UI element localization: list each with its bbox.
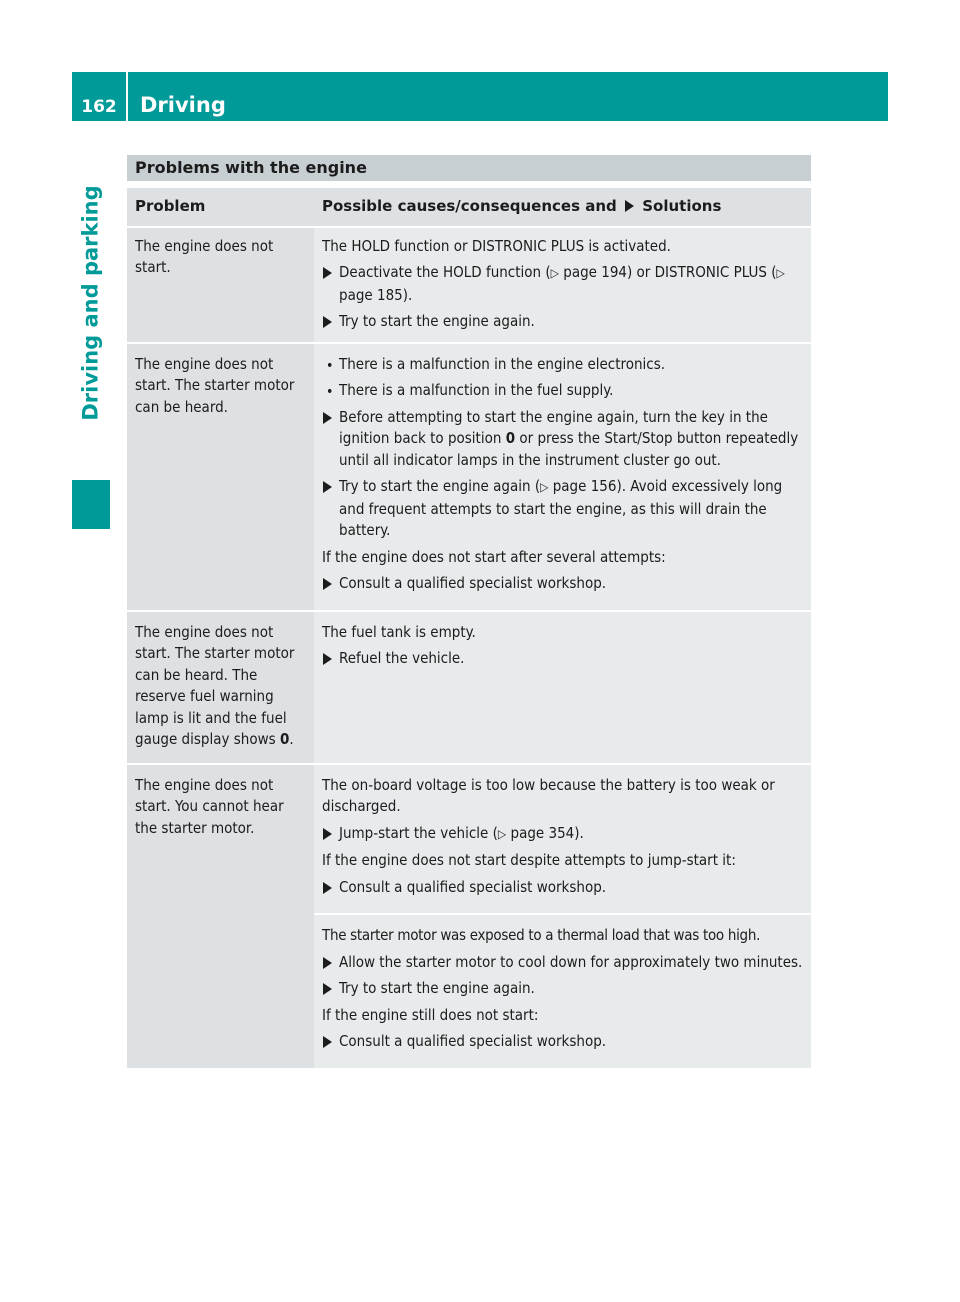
table-header-row <box>127 188 811 227</box>
side-tab-label: Driving and parking <box>79 185 103 421</box>
table-row <box>127 764 811 915</box>
action-step: Before attempting to start the engine again, turn the key in the ignition back to position 0 or press the Start/Stop button repeatedly until all indicator lamps in the instrument cluster go out. <box>322 407 803 472</box>
cause-text: The fuel tank is empty. <box>322 622 476 641</box>
chapter-title: Driving <box>140 93 226 117</box>
action-step: Refuel the vehicle. <box>322 648 803 670</box>
action-step: Try to start the engine again. <box>322 978 803 1000</box>
cause-text: The on-board voltage is too low because the battery is too weak or discharged. <box>322 775 775 815</box>
problem-cell <box>127 764 314 1068</box>
action-arrow-icon <box>323 957 332 969</box>
action-step: Try to start the engine again (▷ page 156). Avoid excessively long and frequent attempts to start the engine, as this will drain the battery. <box>322 476 803 542</box>
table-row <box>127 343 811 611</box>
table-row <box>127 611 811 764</box>
action-arrow-icon <box>323 983 332 995</box>
action-arrow-icon <box>323 828 332 840</box>
action-arrow-icon <box>323 653 332 665</box>
column-header-problem: Problem <box>127 188 314 227</box>
action-step: Deactivate the HOLD function (▷ page 194) or DISTRONIC PLUS (▷ page 185). <box>322 262 803 306</box>
action-step: Consult a qualified specialist workshop. <box>322 1031 803 1053</box>
page-reference-icon: ▷ <box>776 266 785 280</box>
note-text: If the engine does not start after several attempts: <box>322 547 666 566</box>
cause-text: The HOLD function or DISTRONIC PLUS is activated. <box>322 236 671 255</box>
action-arrow-icon <box>323 481 332 493</box>
page-reference-icon: ▷ <box>497 826 507 841</box>
cause-bullet: • There is a malfunction in the fuel supply. <box>322 380 803 402</box>
cause-bullet: • There is a malfunction in the engine electronics. <box>322 354 803 376</box>
problem-text: The engine does not start. You cannot hear the starter motor. <box>135 775 284 837</box>
bullet-icon: • <box>326 357 334 374</box>
action-step: Jump-start the vehicle (▷ page 354). <box>322 823 803 846</box>
note-text: If the engine does not start despite attempts to jump-start it: <box>322 851 736 869</box>
problem-text: The engine does not start. <box>135 236 274 276</box>
bullet-icon: • <box>326 384 334 400</box>
page-reference-icon: ▷ <box>550 266 559 280</box>
action-arrow-icon <box>323 882 332 894</box>
header-divider <box>126 72 128 121</box>
side-tab-marker <box>72 480 110 529</box>
page-number: 162 <box>81 97 117 117</box>
solution-cell <box>314 611 811 764</box>
action-step: Consult a qualified specialist workshop. <box>322 573 803 595</box>
side-tab <box>72 128 110 478</box>
problem-text: The engine does not start. The starter motor can be heard. <box>135 354 295 416</box>
action-arrow-icon <box>323 267 332 279</box>
action-arrow-icon <box>323 1036 332 1048</box>
action-arrow-icon <box>323 578 332 590</box>
section-title: Problems with the engine <box>127 155 811 181</box>
page-reference-icon: ▷ <box>540 480 549 494</box>
problem-cell: The engine does not start. The starter motor can be heard. The reserve fuel warning lamp is lit and the fuel gauge display shows 0. <box>127 611 314 764</box>
solution-cell <box>314 343 811 611</box>
action-step: Allow the starter motor to cool down for approximately two minutes. <box>322 952 803 974</box>
action-arrow-icon <box>625 200 634 212</box>
action-arrow-icon <box>323 412 332 424</box>
problem-cell <box>127 343 314 611</box>
solution-cell <box>314 764 811 915</box>
action-step: Try to start the engine again. <box>322 311 803 333</box>
action-arrow-icon <box>323 316 332 328</box>
note-text: If the engine still does not start: <box>322 1005 539 1024</box>
action-step: Consult a qualified specialist workshop. <box>322 877 803 899</box>
solution-cell <box>314 914 811 1068</box>
troubleshooting-table <box>127 188 811 1068</box>
cause-text: The starter motor was exposed to a thermal load that was too high. <box>322 926 761 944</box>
solution-cell <box>314 227 811 343</box>
column-header-causes <box>314 188 811 227</box>
column-header-causes-label: Possible causes/consequences and <box>322 197 617 215</box>
problem-text: The engine does not start. The starter motor can be heard. The reserve fuel warning lamp is lit and the fuel gauge display shows <box>135 622 295 748</box>
column-header-solutions-label: Solutions <box>642 197 722 215</box>
table-row <box>127 227 811 343</box>
problem-cell <box>127 227 314 343</box>
